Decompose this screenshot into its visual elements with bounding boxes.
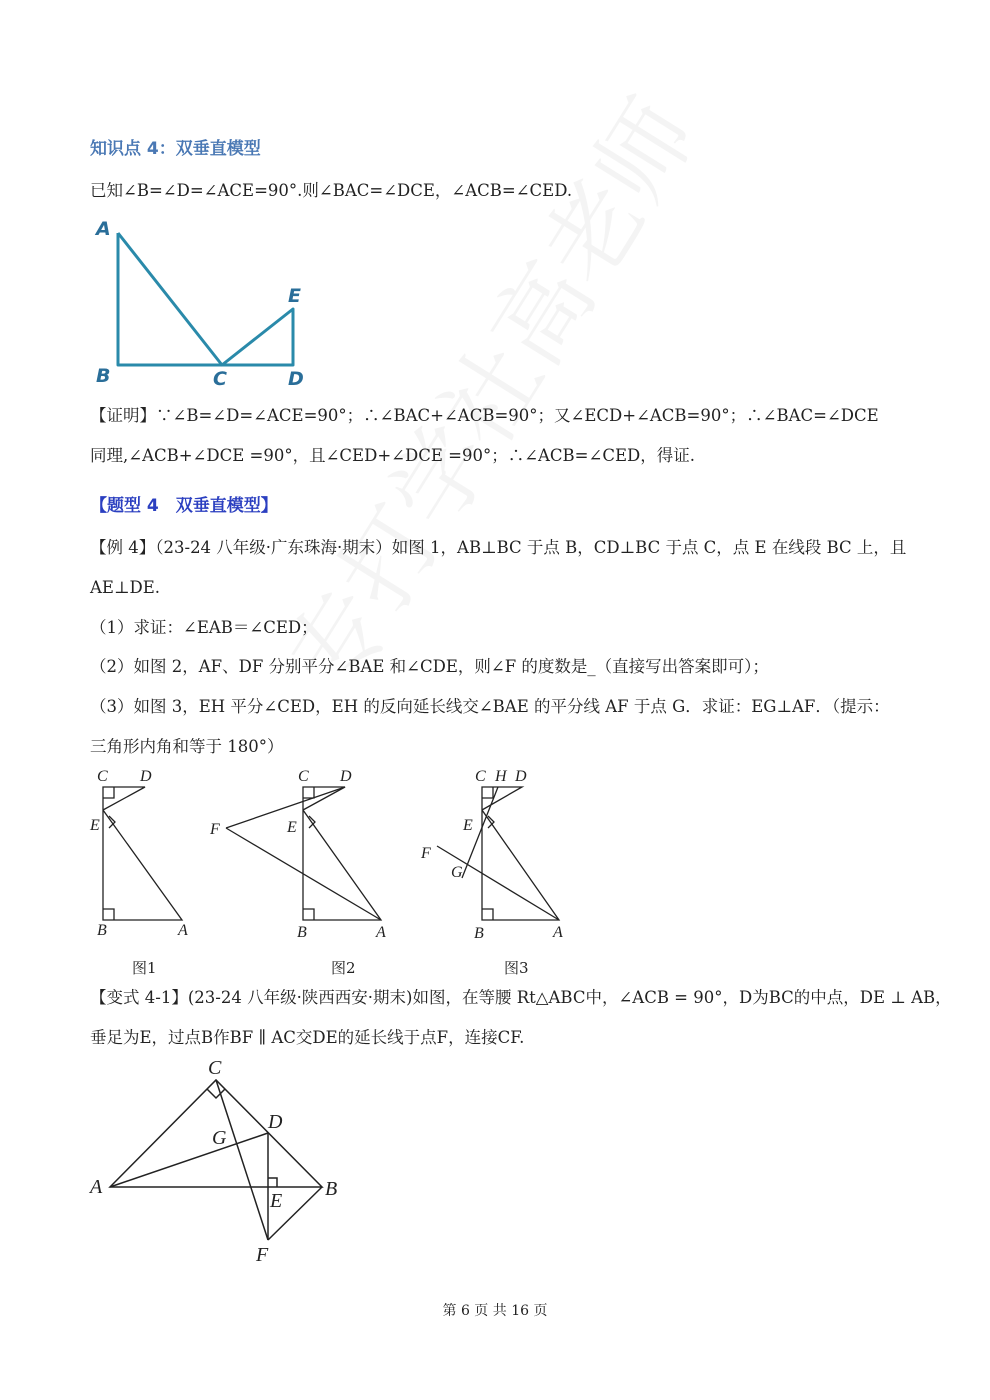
fig3-label-e: E [463,817,473,834]
fig3-label-h: H [495,768,507,785]
proof-line-2: 同理,∠ACB+∠DCE =90°，且∠CED+∠DCE =90°；∴∠ACB=∠CED，得证. [90,446,695,465]
v-label-f: F [256,1244,269,1266]
line-cf [216,1080,268,1240]
fig1-label-d: D [140,768,152,785]
fig2-label-c: C [298,768,309,785]
page-footer: 第 6 页 共 16 页 [442,1303,548,1319]
fig1-label-c: C [97,768,108,785]
label-b: B [96,365,111,387]
fig3-label-g: G [451,864,463,881]
proof-line-1: 【证明】∵∠B=∠D=∠ACE=90°；∴∠BAC+∠ACB=90°；又∠ECD+∠ACB=90°；∴∠BAC=∠DCE [90,406,879,425]
given-statement: 已知∠B=∠D=∠ACE=90°.则∠BAC=∠DCE，∠ACB=∠CED. [90,181,573,200]
fig1-label-b: B [97,922,107,939]
fig2-label-a: A [376,924,386,941]
right-angle-c [207,1089,225,1098]
fig2-label-e: E [287,819,297,836]
question-type-title: 【题型 4 双垂直模型】 [90,496,278,516]
v-label-d: D [268,1111,283,1133]
fig1-label-e: E [90,817,100,834]
right-angle-e [268,1178,277,1187]
example4-part1: （1）求证：∠EAB＝∠CED； [90,618,318,637]
label-e: E [288,285,301,307]
fig3-caption: 图3 [504,959,529,977]
label-c: C [213,368,227,390]
line-ad [110,1133,268,1187]
knowledge-point-title: 知识点 4：双垂直模型 [90,139,261,159]
fig2-label-f: F [210,821,220,838]
fig3-label-d: D [515,768,527,785]
example4-part3b: 三角形内角和等于 180°） [90,737,284,756]
example4-line2: AE⊥DE. [90,578,160,597]
v-label-c: C [208,1057,222,1079]
v-label-b: B [325,1178,338,1200]
fig2-label-d: D [340,768,352,785]
v-label-a: A [90,1176,103,1198]
fig3-label-f: F [421,845,431,862]
fig2-caption: 图2 [331,959,356,977]
fig2-label-b: B [297,924,307,941]
fig3-label-c: C [475,768,486,785]
example4-part2: （2）如图 2，AF、DF 分别平分∠BAE 和∠CDE，则∠F 的度数是_（直接写出答案即可）； [90,657,769,676]
example4-line1: 【例 4】（23-24 八年级·广东珠海·期末）如图 1，AB⊥BC 于点 B，CD⊥BC 于点 C，点 E 在线段 BC 上，且 [90,538,907,557]
v-label-e: E [270,1190,283,1212]
label-d: D [288,368,304,390]
variant41-line2: 垂足为E，过点B作BF ∥ AC交DE的延长线于点F，连接CF. [90,1028,525,1047]
example4-part3: （3）如图 3，EH 平分∠CED，EH 的反向延长线交∠BAE 的平分线 AF 于点 G．求证：EG⊥AF．（提示： [90,697,890,716]
variant41-line1: 【变式 4-1】(23-24 八年级·陕西西安·期末)如图，在等腰 Rt△ABC中，∠ACB = 90°，D为BC的中点，DE ⊥ AB， [90,988,952,1007]
fig1-label-a: A [178,922,188,939]
fig3-label-b: B [474,925,484,942]
fig3-label-a: A [553,924,563,941]
v-label-g: G [212,1127,227,1149]
fig1-caption: 图1 [132,959,157,977]
label-a: A [96,218,111,240]
